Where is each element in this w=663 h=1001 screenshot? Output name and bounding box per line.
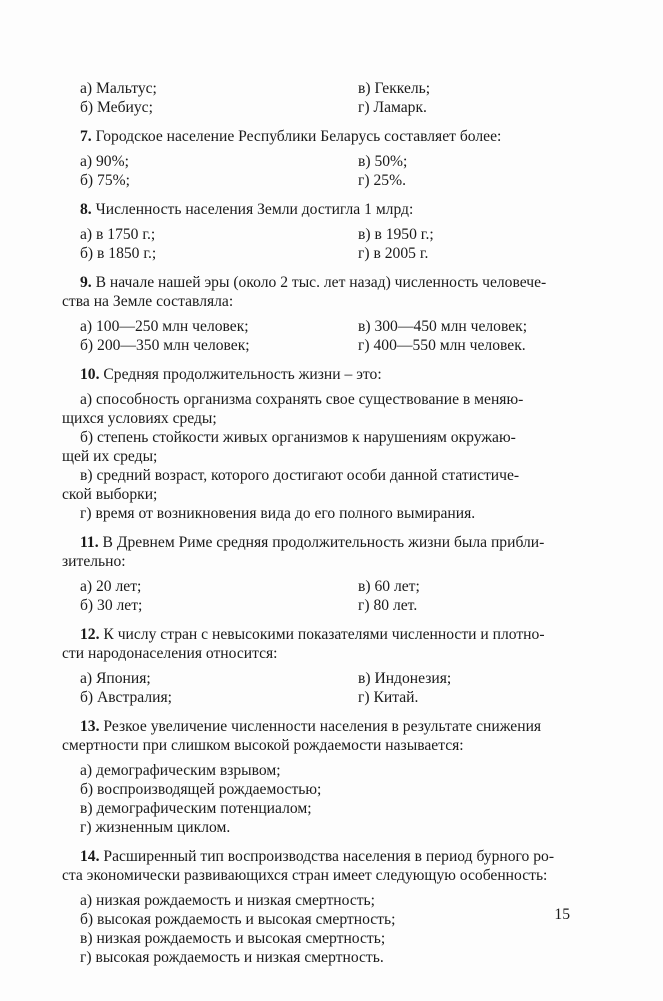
option: б) в 1850 г.;	[80, 245, 157, 262]
option: г) жизненным циклом.	[80, 819, 231, 836]
question-text-line1: В Древнем Риме средняя продолжительность жизни была прибли-	[98, 534, 545, 551]
question-text-line1: Расширенный тип воспроизводства населения в период бурного ро-	[99, 848, 555, 865]
options-grid-top	[62, 79, 568, 117]
options-grid-q9	[62, 317, 568, 355]
question-14	[62, 847, 568, 885]
option-c: в) средний возраст, которого достигают особи данной статистиче- ской выборки;	[62, 467, 520, 503]
question-text-line2: смертности при слишком высокой рождаемости называется:	[62, 737, 464, 754]
option: б) высокая рождаемость и высокая смертность;	[80, 911, 396, 928]
option: б) Мебиус;	[80, 99, 153, 116]
question-number: 14.	[80, 848, 100, 865]
options-list-q14	[62, 891, 568, 967]
option: а) 100—250 млн человек;	[80, 318, 249, 335]
option: б) Австралия;	[80, 689, 172, 706]
question-8	[62, 200, 568, 219]
question-10	[62, 365, 568, 384]
question-text: Средняя продолжительность жизни – это:	[99, 366, 382, 383]
options-grid-q7	[62, 152, 568, 190]
options-list-q13	[62, 761, 568, 837]
option: в) 60 лет;	[358, 578, 420, 595]
question-number: 8.	[80, 201, 92, 218]
option: б) воспроизводящей рождаемостью;	[80, 781, 322, 798]
option: г) 80 лет.	[358, 597, 418, 614]
question-text: Городское население Республики Беларусь составляет более:	[91, 128, 502, 145]
question-text-line1: К числу стран с невысокими показателями численности и плотно-	[99, 626, 545, 643]
options-grid-q12	[62, 669, 568, 707]
option: б) 30 лет;	[80, 597, 143, 614]
option: а) низкая рождаемость и низкая смертность;	[80, 892, 376, 909]
question-9	[62, 273, 568, 311]
option: а) в 1750 г.;	[80, 226, 156, 243]
option: а) демографическим взрывом;	[80, 762, 281, 779]
question-text: Численность населения Земли достигла 1 млрд:	[91, 201, 414, 218]
option: б) 200—350 млн человек;	[80, 337, 250, 354]
question-13	[62, 717, 568, 755]
option: а) 20 лет;	[80, 578, 142, 595]
option: в) Индонезия;	[358, 670, 452, 687]
question-text-line2: ства на Земле составляла:	[62, 293, 234, 310]
option: в) демографическим потенциалом;	[80, 800, 312, 817]
question-number: 9.	[80, 274, 92, 291]
page-content	[62, 79, 568, 967]
option: г) 25%.	[358, 172, 406, 189]
question-text-line2: зительно:	[62, 553, 126, 570]
question-text-line1: В начале нашей эры (около 2 тыс. лет назад) численность человече-	[91, 274, 547, 291]
option: г) Китай.	[358, 689, 419, 706]
question-text-line2: ста экономически развивающихся стран имеет следующую особенность:	[62, 867, 548, 884]
option-a: а) способность организма сохранять свое существование в меняю- щихся условиях среды;	[62, 391, 524, 427]
option: г) высокая рождаемость и низкая смертность.	[80, 949, 384, 966]
option-d: г) время от возникновения вида до его полного вымирания.	[80, 505, 476, 522]
options-grid-q11	[62, 577, 568, 615]
question-text-line2: сти народонаселения относится:	[62, 645, 278, 662]
question-text-line1: Резкое увеличение численности населения в результате снижения	[99, 718, 542, 735]
question-7	[62, 127, 568, 146]
option: а) Япония;	[80, 670, 151, 687]
option: в) 300—450 млн человек;	[358, 318, 528, 335]
question-12	[62, 625, 568, 663]
option: г) Ламарк.	[358, 99, 427, 116]
option: а) Мальтус;	[80, 80, 157, 97]
option: б) 75%;	[80, 172, 130, 189]
option-b: б) степень стойкости живых организмов к нарушениям окружаю- щей их среды;	[62, 429, 516, 465]
options-list-q10	[62, 390, 568, 523]
question-number: 10.	[80, 366, 100, 383]
option: г) 400—550 млн человек.	[358, 337, 526, 354]
page-number: 15	[554, 906, 570, 923]
options-grid-q8	[62, 225, 568, 263]
option: в) Геккель;	[358, 80, 431, 97]
question-number: 12.	[80, 626, 100, 643]
question-number: 11.	[80, 534, 99, 551]
option: в) 50%;	[358, 153, 408, 170]
option: а) 90%;	[80, 153, 129, 170]
option: в) в 1950 г.;	[358, 226, 434, 243]
option: в) низкая рождаемость и высокая смертность;	[80, 930, 386, 947]
question-number: 7.	[80, 128, 92, 145]
option: г) в 2005 г.	[358, 245, 429, 262]
question-11	[62, 533, 568, 571]
question-number: 13.	[80, 718, 100, 735]
